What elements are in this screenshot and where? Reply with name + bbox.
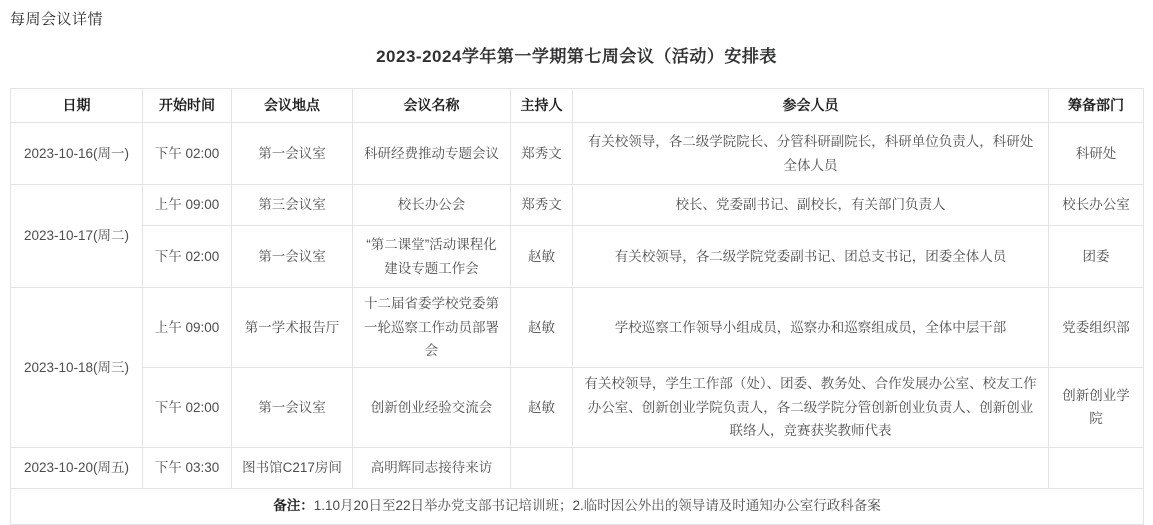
table-row xyxy=(11,185,1144,226)
header-participants: 参会人员 xyxy=(573,89,1049,123)
cell-department: 创新创业学院 xyxy=(1049,367,1144,447)
cell-meeting-name: 校长办公会 xyxy=(353,185,511,226)
cell-location: 第一会议室 xyxy=(232,123,353,185)
header-meeting-name: 会议名称 xyxy=(353,89,511,123)
table-row xyxy=(11,447,1144,488)
cell-meeting-name: 创新创业经验交流会 xyxy=(353,367,511,447)
cell-host: 郑秀文 xyxy=(511,123,573,185)
cell-host: 赵敏 xyxy=(511,288,573,368)
cell-host: 郑秀文 xyxy=(511,185,573,226)
cell-meeting-name: 十二届省委学校党委第一轮巡察工作动员部署会 xyxy=(353,288,511,368)
cell-time: 下午 03:30 xyxy=(143,447,232,488)
cell-time: 下午 02:00 xyxy=(143,123,232,185)
cell-date: 2023-10-18(周三) xyxy=(11,288,143,448)
cell-location: 第一会议室 xyxy=(232,226,353,288)
page-title: 每周会议详情 xyxy=(10,11,104,28)
note-text: 1.10月20日至22日举办党支部书记培训班；2.临时因公外出的领导请及时通知办公室行政科备案 xyxy=(313,498,881,514)
cell-location: 第一学术报告厅 xyxy=(232,288,353,368)
header-date: 日期 xyxy=(11,89,143,123)
table-row xyxy=(11,367,1144,447)
cell-date: 2023-10-20(周五) xyxy=(11,447,143,488)
header-start-time: 开始时间 xyxy=(143,89,232,123)
meeting-schedule-table xyxy=(10,88,1144,525)
cell-date: 2023-10-17(周二) xyxy=(11,185,143,288)
cell-participants xyxy=(573,447,1049,488)
schedule-table-title: 2023-2024学年第一学期第七周会议（活动）安排表 xyxy=(376,47,777,66)
table-row xyxy=(11,288,1144,368)
cell-department: 党委组织部 xyxy=(1049,288,1144,368)
cell-host: 赵敏 xyxy=(511,367,573,447)
cell-host xyxy=(511,447,573,488)
header-department: 筹备部门 xyxy=(1049,89,1144,123)
cell-location: 第一会议室 xyxy=(232,367,353,447)
cell-participants: 学校巡察工作领导小组成员，巡察办和巡察组成员，全体中层干部 xyxy=(573,288,1049,368)
cell-time: 上午 09:00 xyxy=(143,185,232,226)
table-row xyxy=(11,226,1144,288)
cell-department: 校长办公室 xyxy=(1049,185,1144,226)
cell-meeting-name: 高明辉同志接待来访 xyxy=(353,447,511,488)
cell-participants: 有关校领导，各二级学院院长、分管科研副院长，科研单位负责人，科研处全体人员 xyxy=(573,123,1049,185)
cell-date: 2023-10-16(周一) xyxy=(11,123,143,185)
cell-participants: 有关校领导，学生工作部（处）、团委、教务处、合作发展办公室、校友工作办公室、创新创业学院负责人，各二级学院分管创新创业负责人、创新创业联络人，竞赛获奖教师代表 xyxy=(573,367,1049,447)
cell-participants: 校长、党委副书记、副校长，有关部门负责人 xyxy=(573,185,1049,226)
header-host: 主持人 xyxy=(511,89,573,123)
cell-time: 下午 02:00 xyxy=(143,226,232,288)
note-label: 备注： xyxy=(273,498,314,514)
cell-participants: 有关校领导，各二级学院党委副书记、团总支书记，团委全体人员 xyxy=(573,226,1049,288)
cell-department: 团委 xyxy=(1049,226,1144,288)
note-row xyxy=(11,488,1144,524)
cell-department xyxy=(1049,447,1144,488)
table-row xyxy=(11,123,1144,185)
cell-meeting-name: “第二课堂”活动课程化建设专题工作会 xyxy=(353,226,511,288)
cell-time: 下午 02:00 xyxy=(143,367,232,447)
cell-location: 图书馆C217房间 xyxy=(232,447,353,488)
cell-meeting-name: 科研经费推动专题会议 xyxy=(353,123,511,185)
cell-location: 第三会议室 xyxy=(232,185,353,226)
cell-time: 上午 09:00 xyxy=(143,288,232,368)
table-header-row xyxy=(11,89,1144,123)
header-location: 会议地点 xyxy=(232,89,353,123)
note-cell xyxy=(11,488,1144,524)
cell-department: 科研处 xyxy=(1049,123,1144,185)
cell-host: 赵敏 xyxy=(511,226,573,288)
